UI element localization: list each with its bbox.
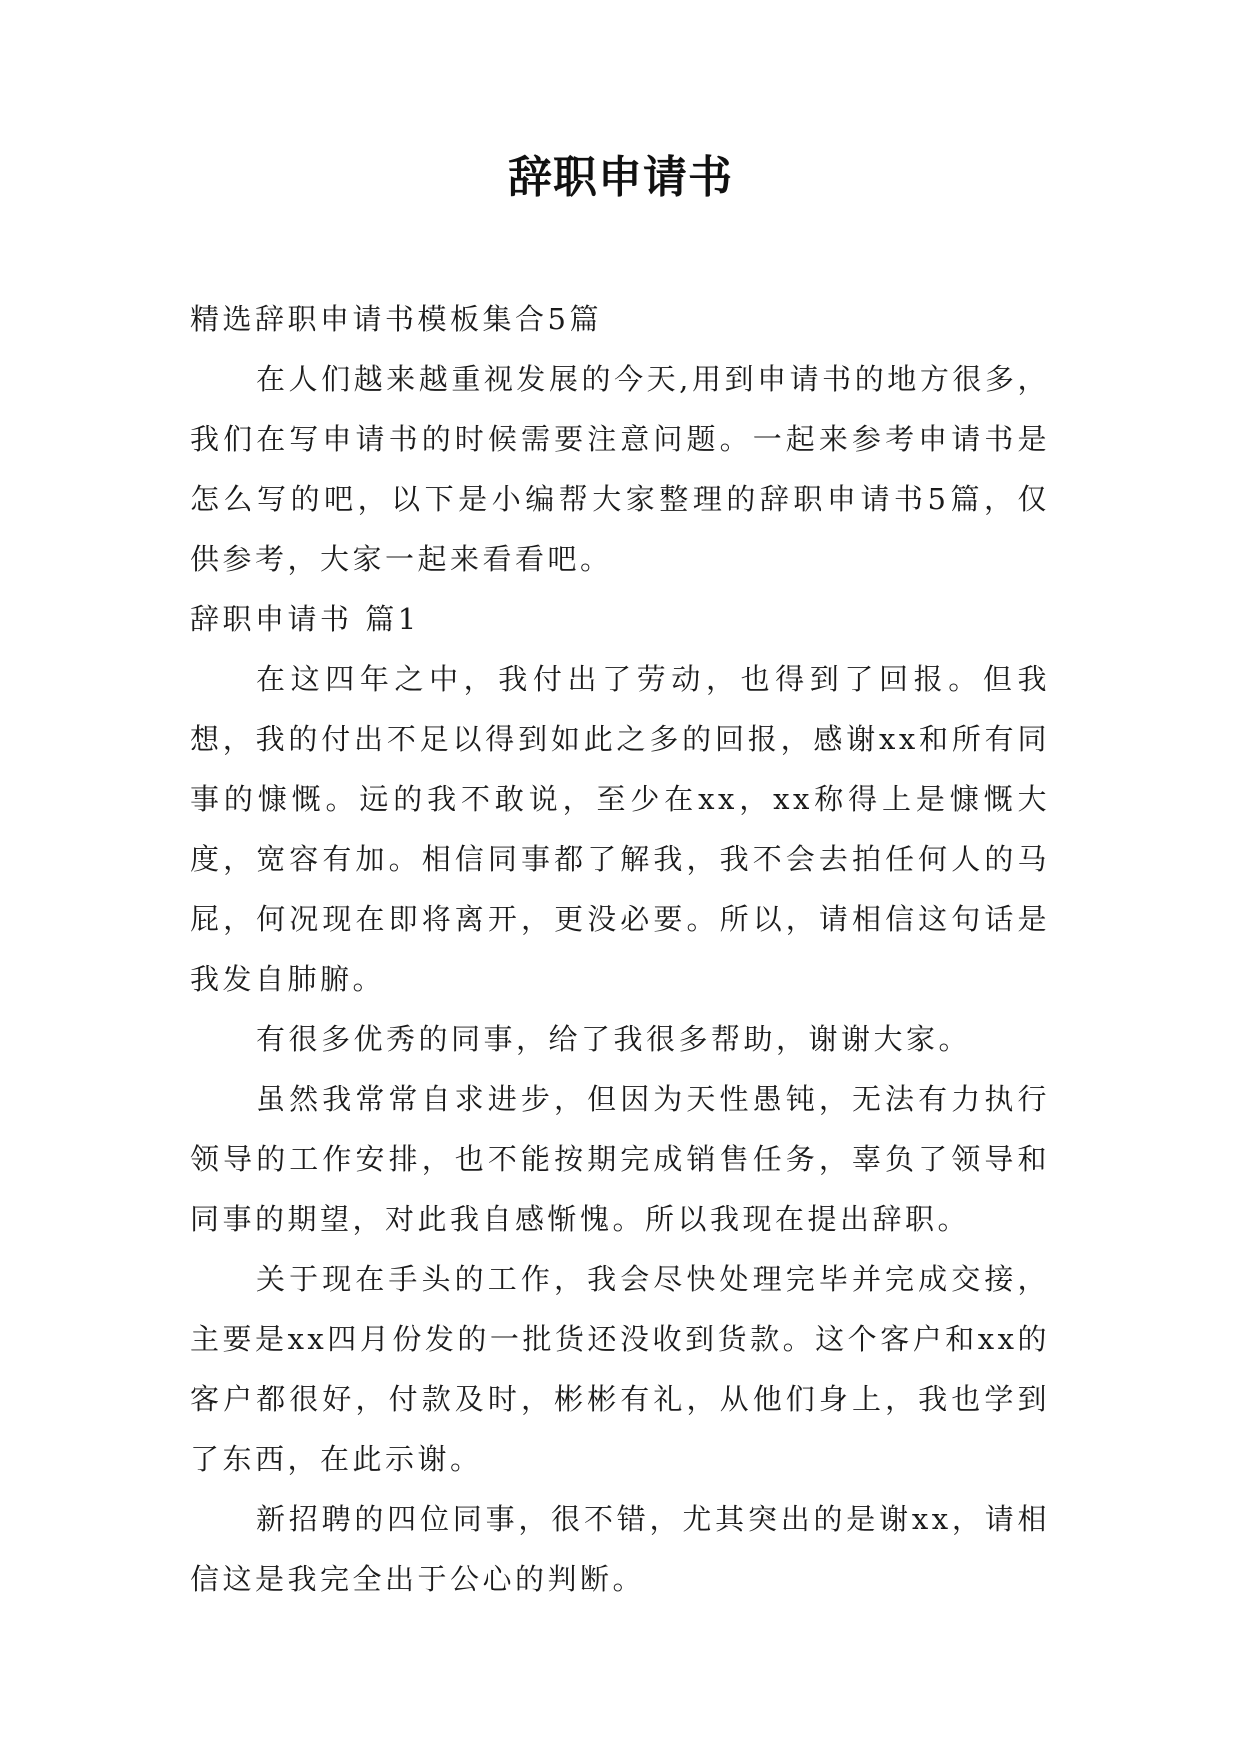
section-heading: 辞职申请书 篇1 — [190, 602, 420, 636]
body-paragraph: 关于现在手头的工作，我会尽快处理完毕并完成交接，主要是xx四月份发的一批货还没收到货款。这个客户和xx的客户都很好，付款及时，彬彬有礼，从他们身上，我也学到了东西，在此示谢。 — [190, 1262, 1050, 1476]
body-paragraph: 虽然我常常自求进步，但因为天性愚钝，无法有力执行领导的工作安排，也不能按期完成销售任务，辜负了领导和同事的期望，对此我自感惭愧。所以我现在提出辞职。 — [190, 1082, 1050, 1236]
body-paragraph: 有很多优秀的同事，给了我很多帮助，谢谢大家。 — [256, 1022, 972, 1056]
document-subtitle: 精选辞职申请书模板集合5篇 — [190, 302, 602, 336]
body-paragraph: 在这四年之中，我付出了劳动，也得到了回报。但我想，我的付出不足以得到如此之多的回报，感谢xx和所有同事的慷慨。远的我不敢说，至少在xx，xx称得上是慷慨大度，宽容有加。相信同事都了解我，我不会去拍任何人的马屁，何况现在即将离开，更没必要。所以，请相信这句话是我发自肺腑。 — [190, 662, 1050, 996]
body-paragraph: 新招聘的四位同事，很不错，尤其突出的是谢xx，请相信这是我完全出于公心的判断。 — [190, 1502, 1050, 1596]
document-title: 辞职申请书 — [508, 152, 733, 203]
document-body — [190, 289, 1050, 1609]
intro-paragraph: 在人们越来越重视发展的今天,用到申请书的地方很多，我们在写申请书的时候需要注意问题。一起来参考申请书是怎么写的吧，以下是小编帮大家整理的辞职申请书5篇，仅供参考，大家一起来看看吧。 — [190, 362, 1050, 576]
